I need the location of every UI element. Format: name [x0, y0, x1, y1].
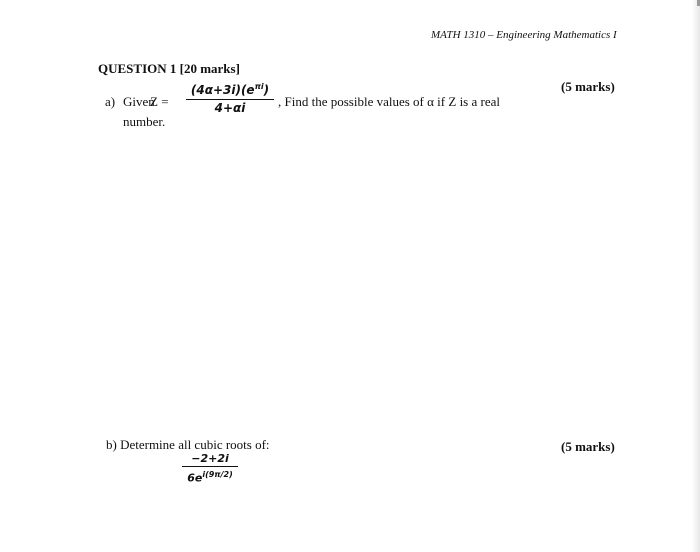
part-a-label: a) [105, 94, 116, 109]
part-a-numerator [186, 79, 274, 98]
question-title: QUESTION 1 [20 marks] [98, 61, 240, 76]
part-a-instruction: , Find the possible values of α if Z is a real [278, 94, 500, 109]
part-b-marks: (5 marks) [561, 439, 615, 454]
part-a-numerator-close: ) [263, 83, 270, 97]
part-b-numerator: −2+2i [191, 452, 229, 465]
part-b-denominator [182, 468, 238, 485]
part-b-fraction-bar [182, 466, 238, 467]
part-a-marks: (5 marks) [561, 79, 615, 94]
part-b-fraction [182, 452, 238, 485]
part-a-denominator: 4+αi [214, 101, 246, 115]
part-a-numerator-exponent: πi [254, 82, 264, 91]
page-edge [692, 0, 700, 552]
part-a-continuation: number. [123, 114, 166, 129]
part-a-fraction [186, 79, 274, 116]
part-b-instruction: b) Determine all cubic roots of: [106, 437, 270, 452]
part-b-denominator-exponent: i(9π/2) [202, 470, 233, 479]
course-header: MATH 1310 – Engineering Mathematics I [431, 29, 617, 41]
part-a-given: Given [123, 94, 155, 109]
part-b-denominator-base: 6e [187, 471, 203, 485]
part-a-fraction-bar [186, 99, 274, 100]
part-a-numerator-main: (4α+3i)(e [190, 83, 255, 97]
part-a-z-equals: Z = [150, 94, 169, 109]
